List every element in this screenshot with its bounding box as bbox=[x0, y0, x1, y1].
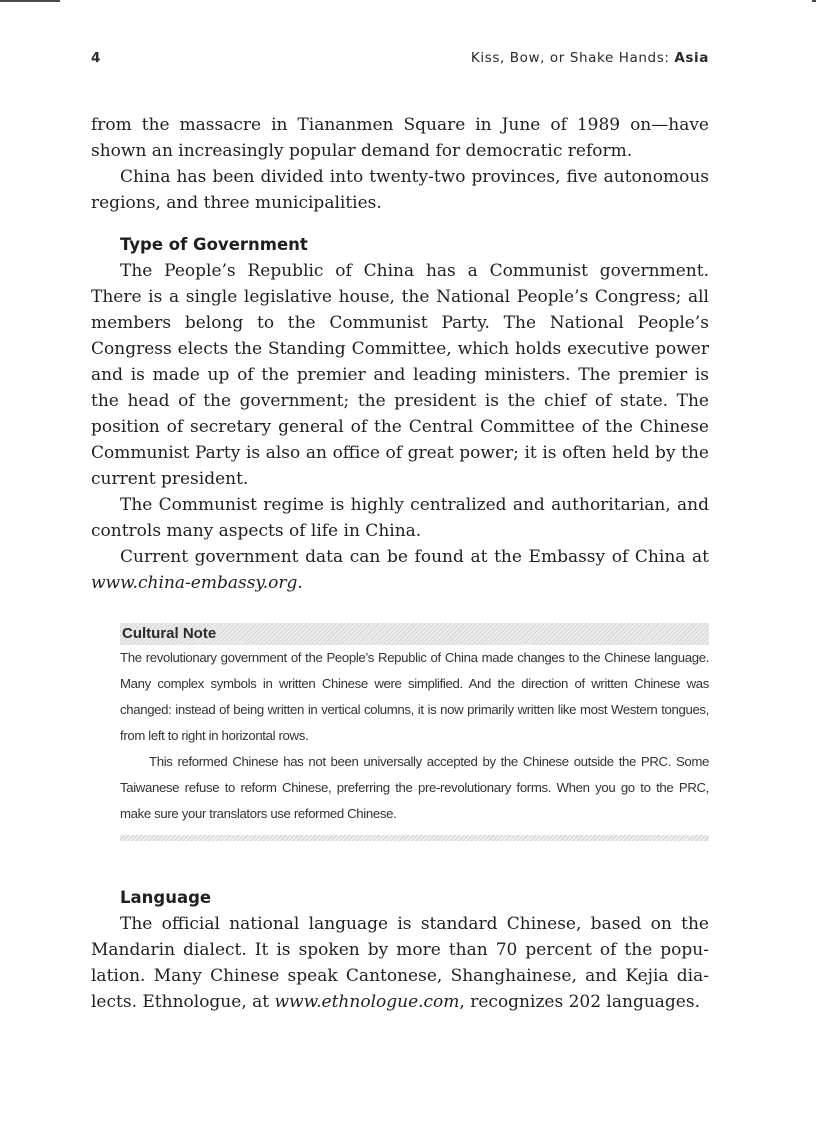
page-body bbox=[91, 112, 709, 1015]
body-paragraph: The People’s Republic of China has a Communist government. There is a single legislative house, the National People’s Congress; all members belong to the Communist Party. The National People’s Congress elects the Standing Committee, which holds executive power and is made up of the premier and leading ministers. The premier is the head of the government; the president is the chief of state. The position of secretary general of the Central Committee of the Chinese Communist Party is also an office of great power; it is often held by the current president. bbox=[91, 261, 709, 489]
section-heading-language: Language bbox=[120, 888, 212, 907]
book-title-region: Asia bbox=[674, 50, 709, 66]
ethnologue-link[interactable]: www.ethnologue.com bbox=[274, 992, 460, 1012]
text-run: , recognizes 202 languages. bbox=[459, 992, 700, 1012]
text-run: The official national language is standard Chinese, based on the Mandarin dialect. It is spoken by more than 70 percent of the population. Many Chinese speak Cantonese, Shanghainese, and Kejia dialects. Ethnologue, at bbox=[91, 914, 709, 1012]
cultural-note-body bbox=[120, 645, 709, 827]
cultural-note-rule bbox=[120, 835, 709, 841]
embassy-link[interactable]: www.china-embassy.org bbox=[91, 573, 298, 593]
crop-mark-right bbox=[812, 0, 816, 2]
text-run: . bbox=[297, 573, 303, 593]
body-paragraph: China has been divided into twenty-two provinces, five autonomous regions, and three municipalities. bbox=[91, 167, 709, 213]
body-paragraph bbox=[91, 911, 709, 1015]
running-head bbox=[91, 50, 709, 70]
body-paragraph bbox=[91, 544, 709, 596]
body-paragraph: The Communist regime is highly centralized and authoritarian, and controls many aspects of life in China. bbox=[91, 495, 709, 541]
book-title-prefix: Kiss, Bow, or Shake Hands: bbox=[470, 50, 675, 66]
cultural-note-box bbox=[120, 623, 709, 841]
text-run: Current government data can be found at the Embassy of China at bbox=[120, 547, 709, 567]
section-heading-government: Type of Government bbox=[120, 235, 308, 254]
note-paragraph: The revolutionary government of the People’s Republic of China made changes to the Chinese language. Many complex symbols in written Chinese were simplified. And the direction of written Chinese was changed: instead of being written in vertical columns, it is now primarily written like most Western tongues, from left to right in horizontal rows. bbox=[120, 650, 709, 743]
note-paragraph: This reformed Chinese has not been universally accepted by the Chinese outside the PRC. Some Taiwanese refuse to reform Chinese, preferring the pre-revolutionary forms. When you go to the PRC, make sure your translators use reformed Chinese. bbox=[120, 754, 709, 821]
page-number: 4 bbox=[91, 50, 101, 66]
crop-mark bbox=[0, 0, 60, 2]
body-paragraph: from the massacre in Tiananmen Square in June of 1989 on—have shown an increasingly popular demand for democratic reform. bbox=[91, 115, 709, 161]
cultural-note-title: Cultural Note bbox=[120, 623, 709, 645]
book-title bbox=[471, 50, 709, 66]
